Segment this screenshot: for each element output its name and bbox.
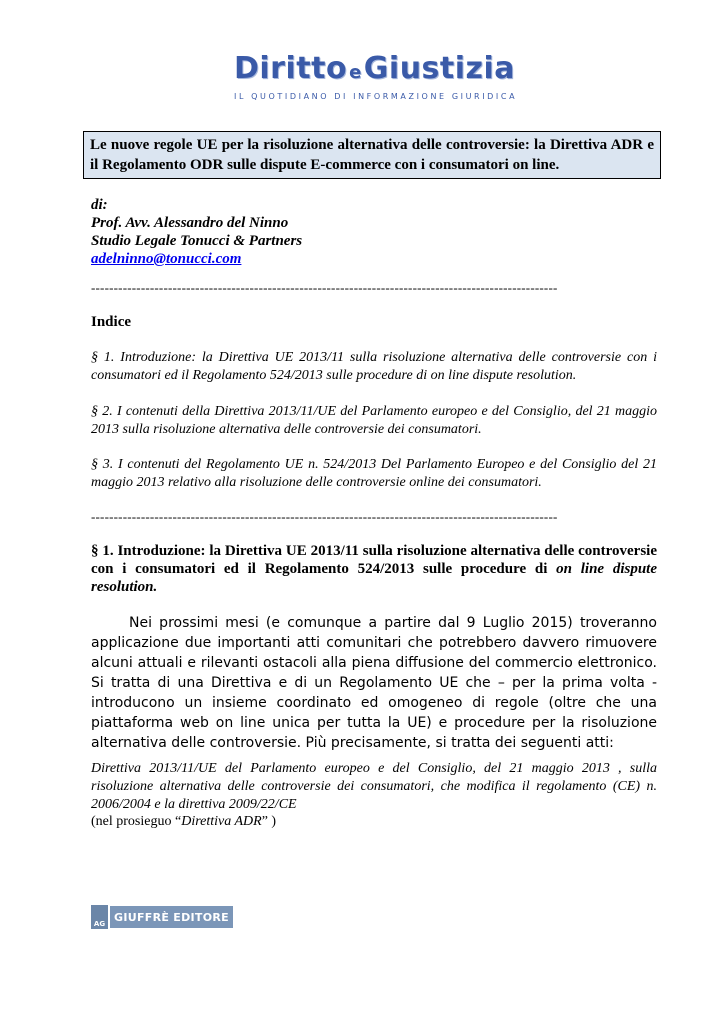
author-name: Prof. Avv. Alessandro del Ninno [91, 215, 289, 231]
publisher-mark-text: AG [93, 920, 106, 928]
section-1-heading-italic: on line dispute resolution. [91, 561, 657, 595]
logo [234, 51, 518, 102]
publisher-logo [91, 904, 233, 930]
directive-citation: Direttiva 2013/11/UE del Parlamento europeo e del Consiglio, del 21 maggio 2013 , sulla risoluzione alternativa delle controversie dei consumatori, che modifica il regolamento (CE) n. 2006/2004 e la direttiva 2009/22/CE [91, 761, 657, 812]
section-1-heading-text: § 1. Introduzione: la Direttiva UE 2013/11 sulla risoluzione alternativa delle controversie con i consumatori ed il Regolamento 524/2013 sulle procedure di [91, 543, 657, 577]
separator-line-2: ------------------------------------------------------------------------------------------------------- [91, 509, 558, 524]
logo-word-diritto: Diritto [234, 51, 348, 86]
author-firm: Studio Legale Tonucci & Partners [91, 233, 303, 249]
separator-line: ------------------------------------------------------------------------------------------------------- [91, 280, 558, 295]
article-title: Le nuove regole UE per la risoluzione alternativa delle controversie: la Direttiva ADR e il Regolamento ODR sulle dispute E-commerce con i consumatori on line. [83, 131, 661, 179]
index-item-3: § 3. I contenuti del Regolamento UE n. 524/2013 Del Parlamento Europeo e del Consiglio del 21 maggio 2013 relativo alla risoluzione delle controversie online dei consumatori. [91, 457, 657, 490]
author-by-label: di: [91, 197, 108, 213]
citation-note-prefix: (nel prosieguo “ [91, 814, 182, 829]
citation-note-suffix: ” ) [261, 814, 277, 829]
logo-word-e: e [349, 62, 362, 83]
section-1-heading [91, 542, 657, 596]
publisher-name: GIUFFRÈ EDITORE [110, 906, 233, 928]
logo-title [234, 51, 516, 90]
citation-note-italic: Direttiva ADR [181, 814, 262, 829]
citation-note [91, 813, 276, 831]
logo-word-giustizia: Giustizia [363, 51, 516, 86]
logo-subtitle: IL QUOTIDIANO DI INFORMAZIONE GIURIDICA [234, 92, 518, 101]
index-item-1: § 1. Introduzione: la Direttiva UE 2013/11 sulla risoluzione alternativa delle controversie con i consumatori ed il Regolamento 524/2013 sulle procedure di on line dispute resolution. [91, 350, 657, 383]
author-email-link[interactable]: adelninno@tonucci.com [91, 251, 242, 267]
author-block [91, 196, 302, 268]
publisher-mark-icon [91, 905, 108, 929]
index-item-2: § 2. I contenuti della Direttiva 2013/11/UE del Parlamento europeo e del Consiglio, del 21 maggio 2013 sulla risoluzione alternativa delle controversie dei consumatori. [91, 404, 657, 437]
index-heading: Indice [91, 314, 132, 330]
section-1-paragraph: Nei prossimi mesi (e comunque a partire dal 9 Luglio 2015) troveranno applicazione due importanti atti comunitari che potrebbero davvero rimuovere alcuni attuali e rilevanti ostacoli alla piena diffusione del commercio elettronico. Si tratta di una Direttiva e di un Regolamento UE che – per la prima volta - introducono un insieme coordinato ed omogeneo di regole (oltre che una piattaforma web on line unica per tutta la UE) e procedure per la risoluzione alternativa delle controversie. Più precisamente, si tratta dei seguenti atti: [91, 615, 657, 751]
